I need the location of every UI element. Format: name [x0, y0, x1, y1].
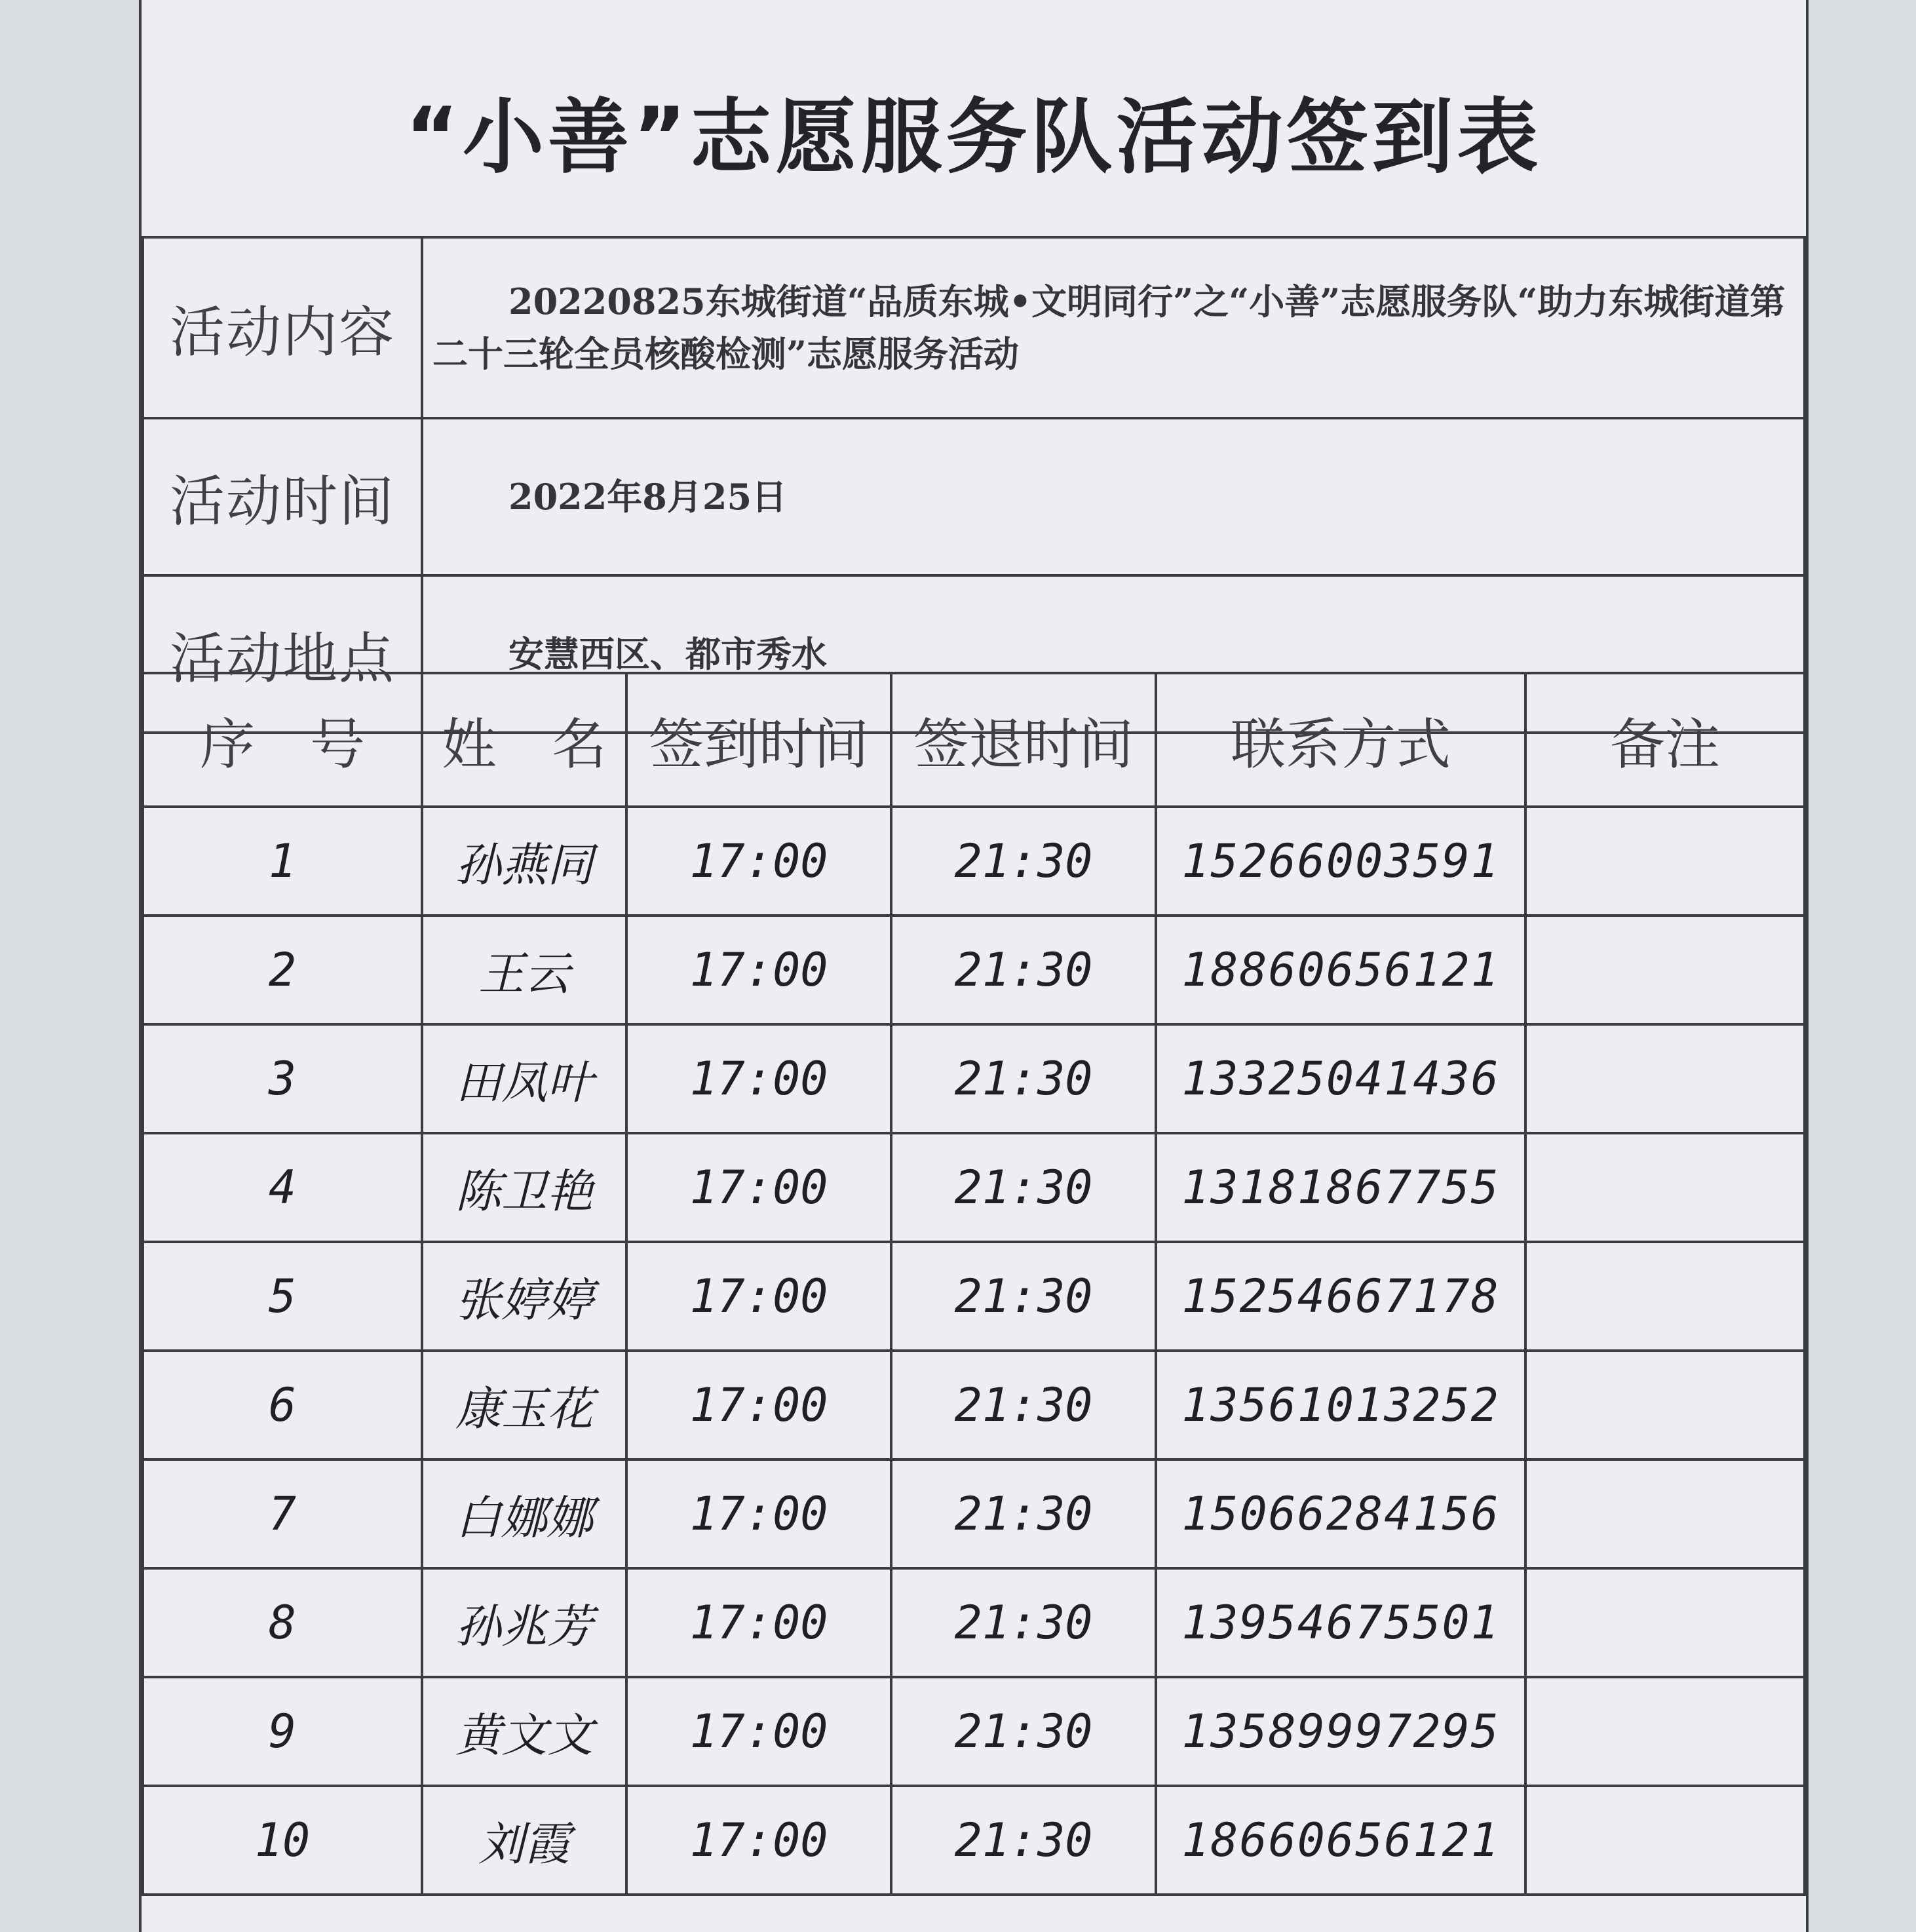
row-sign-in: 17:00: [626, 1351, 891, 1459]
row-sign-out: 21:30: [891, 1024, 1156, 1133]
row-name: 刘霞: [422, 1786, 626, 1895]
activity-place-label: 活动地点: [143, 575, 422, 733]
row-note: [1525, 1024, 1805, 1133]
row-sign-in: 17:00: [626, 1133, 891, 1242]
row-phone: 18660656121: [1156, 1786, 1525, 1895]
row-sign-out: 21:30: [891, 1242, 1156, 1351]
row-name: 孙兆芳: [422, 1568, 626, 1677]
row-phone: 13954675501: [1156, 1568, 1525, 1677]
row-name: 康玉花: [422, 1351, 626, 1459]
header-number: 序 号: [143, 673, 422, 807]
row-number: 4: [143, 1133, 422, 1242]
table-row: [143, 1786, 1805, 1895]
row-number: 6: [143, 1351, 422, 1459]
table-row: [143, 1459, 1805, 1568]
activity-content-row: [143, 237, 1805, 418]
table-row: [143, 1024, 1805, 1133]
activity-info-table: [142, 236, 1806, 734]
row-sign-out: 21:30: [891, 1133, 1156, 1242]
row-number: 10: [143, 1786, 422, 1895]
row-number: 9: [143, 1677, 422, 1786]
row-sign-out: 21:30: [891, 1568, 1156, 1677]
row-phone: 15066284156: [1156, 1459, 1525, 1568]
row-sign-out: 21:30: [891, 916, 1156, 1024]
row-sign-in: 17:00: [626, 807, 891, 916]
row-name: 王云: [422, 916, 626, 1024]
row-phone: 13325041436: [1156, 1024, 1525, 1133]
table-row: [143, 1351, 1805, 1459]
row-name: 张婷婷: [422, 1242, 626, 1351]
row-sign-in: 17:00: [626, 916, 891, 1024]
row-sign-out: 21:30: [891, 1351, 1156, 1459]
row-note: [1525, 1351, 1805, 1459]
row-number: 7: [143, 1459, 422, 1568]
header-contact: 联系方式: [1156, 673, 1525, 807]
row-note: [1525, 1677, 1805, 1786]
row-sign-in: 17:00: [626, 1677, 891, 1786]
table-row: [143, 1568, 1805, 1677]
activity-content-value: 20220825东城街道“品质东城•文明同行”之“小善”志愿服务队“助力东城街道第二十三轮全员核酸检测”志愿服务活动: [422, 237, 1805, 418]
row-phone: 13589997295: [1156, 1677, 1525, 1786]
table-row: [143, 1133, 1805, 1242]
activity-place-value: 安慧西区、都市秀水: [422, 575, 1805, 733]
activity-time-label: 活动时间: [143, 418, 422, 575]
table-row: [143, 1677, 1805, 1786]
row-number: 2: [143, 916, 422, 1024]
row-phone: 13181867755: [1156, 1133, 1525, 1242]
row-phone: 15266003591: [1156, 807, 1525, 916]
table-row: [143, 807, 1805, 916]
row-number: 5: [143, 1242, 422, 1351]
header-sign-out-time: 签退时间: [891, 673, 1156, 807]
row-number: 8: [143, 1568, 422, 1677]
row-number: 3: [143, 1024, 422, 1133]
table-header-row: [143, 673, 1805, 807]
table-row: [143, 1242, 1805, 1351]
row-sign-out: 21:30: [891, 1677, 1156, 1786]
header-sign-in-time: 签到时间: [626, 673, 891, 807]
row-sign-in: 17:00: [626, 1459, 891, 1568]
activity-time-value: 2022年8月25日: [422, 418, 1805, 575]
row-sign-in: 17:00: [626, 1786, 891, 1895]
row-name: 田凤叶: [422, 1024, 626, 1133]
row-name: 孙燕同: [422, 807, 626, 916]
row-note: [1525, 916, 1805, 1024]
row-sign-out: 21:30: [891, 1786, 1156, 1895]
table-row: [143, 916, 1805, 1024]
row-sign-in: 17:00: [626, 1024, 891, 1133]
row-phone: 18860656121: [1156, 916, 1525, 1024]
activity-content-label: 活动内容: [143, 237, 422, 418]
row-sign-in: 17:00: [626, 1568, 891, 1677]
row-note: [1525, 1459, 1805, 1568]
sheet-title: “小善”志愿服务队活动签到表: [405, 90, 1542, 185]
row-number: 1: [143, 807, 422, 916]
row-phone: 13561013252: [1156, 1351, 1525, 1459]
row-note: [1525, 1786, 1805, 1895]
row-note: [1525, 1568, 1805, 1677]
row-name: 白娜娜: [422, 1459, 626, 1568]
row-phone: 15254667178: [1156, 1242, 1525, 1351]
row-sign-out: 21:30: [891, 807, 1156, 916]
sign-in-table: [142, 672, 1806, 1896]
activity-time-row: [143, 418, 1805, 575]
row-note: [1525, 1242, 1805, 1351]
row-sign-in: 17:00: [626, 1242, 891, 1351]
row-sign-out: 21:30: [891, 1459, 1156, 1568]
sign-in-sheet: [139, 0, 1809, 1932]
row-note: [1525, 1133, 1805, 1242]
header-name: 姓 名: [422, 673, 626, 807]
row-note: [1525, 807, 1805, 916]
header-remarks: 备注: [1525, 673, 1805, 807]
row-name: 陈卫艳: [422, 1133, 626, 1242]
row-name: 黄文文: [422, 1677, 626, 1786]
